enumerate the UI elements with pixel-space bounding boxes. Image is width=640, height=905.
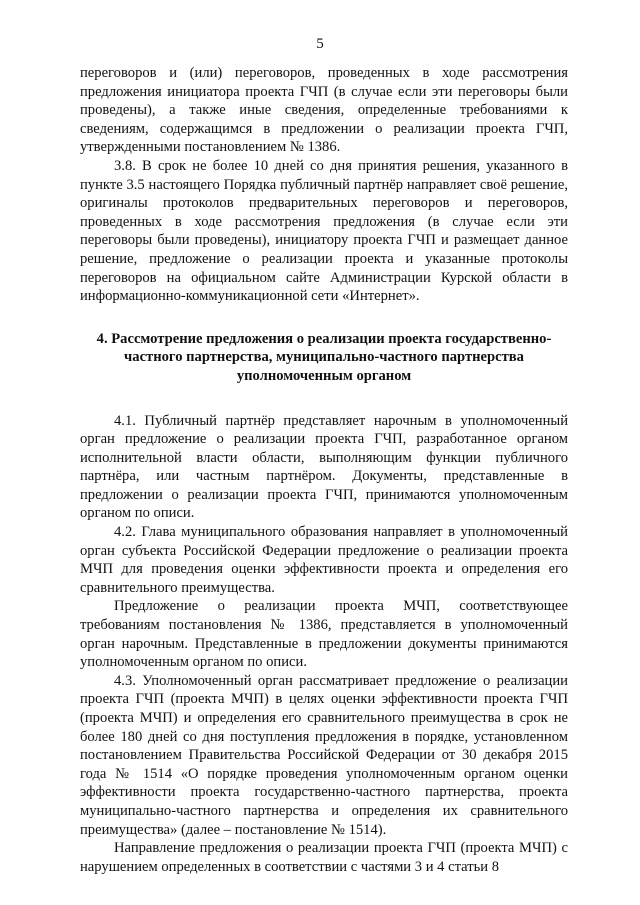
paragraph-4-2: 4.2. Глава муниципального образования направляет в уполномоченный орган субъекта Российской Федерации предложение о реализации проекта МЧП для проведения оценки эффективности проекта и определения его сравнительного преимущества. bbox=[80, 524, 568, 596]
paragraph-4-1: 4.1. Публичный партнёр представляет нарочным в уполномоченный орган предложение о реализации проекта ГЧП, разработанное органом исполнительной власти области, выполняющим функции публичного партнёра, или частным партнёром. Документы, представленные в предложении о реализации проекта ГЧП, принимаются уполномоченным органом по описи. bbox=[80, 412, 568, 522]
section-heading: 4. Рассмотрение предложения о реализации проекта государственно-частного партнерства, муниципально-частного партнерства уполномоченным органом bbox=[96, 330, 552, 384]
document-body bbox=[80, 64, 568, 876]
page-number: 5 bbox=[316, 36, 324, 52]
paragraph-4-3: 4.3. Уполномоченный орган рассматривает предложение о реализации проекта ГЧП (проекта МЧП) в целях оценки эффективности проекта ГЧП (проекта МЧП) и определения его сравнительного преимущества в срок не более 180 дней со дня поступления предложения в порядке, установленном постановлением Правительства Российской Федерации от 30 декабря 2015 года № 1514 «О порядке проведения уполномоченным органом оценки эффективности проекта государственно-частного партнерства, проекта муниципально-частного партнерства и определения их сравнительного преимущества» (далее – постановление № 1514). bbox=[80, 672, 568, 838]
paragraph-violation: Направление предложения о реализации проекта ГЧП (проекта МЧП) с нарушением определенных в соответствии с частями 3 и 4 статьи 8 bbox=[80, 840, 568, 875]
paragraph-3-8: 3.8. В срок не более 10 дней со дня принятия решения, указанного в пункте 3.5 настоящего Порядка публичный партнёр направляет своё решение, оригиналы протоколов предварительных переговоров и переговоров, проведенных в ходе рассмотрения предложения (в случае если эти переговоры были проведены), инициатору проекта ГЧП и размещает данное решение, предложение о реализации проекта и указанные протоколы переговоров на официальном сайте Администрации Курской области в информационно-коммуникационной сети «Интернет». bbox=[80, 157, 568, 305]
paragraph-mchp-proposal: Предложение о реализации проекта МЧП, соответствующее требованиям постановления № 1386, представляется в уполномоченный орган нарочным. Представленные в предложении документы принимаются уполномоченным органом по описи. bbox=[80, 598, 568, 671]
paragraph-continuation: переговоров и (или) переговоров, проведенных в ходе рассмотрения предложения инициатора проекта ГЧП (в случае если эти переговоры были проведены), а также иные сведения, определенные требованиями к сведениям, содержащимся в предложении о реализации проекта ГЧП, утвержденными постановлением № 1386. bbox=[80, 65, 568, 156]
